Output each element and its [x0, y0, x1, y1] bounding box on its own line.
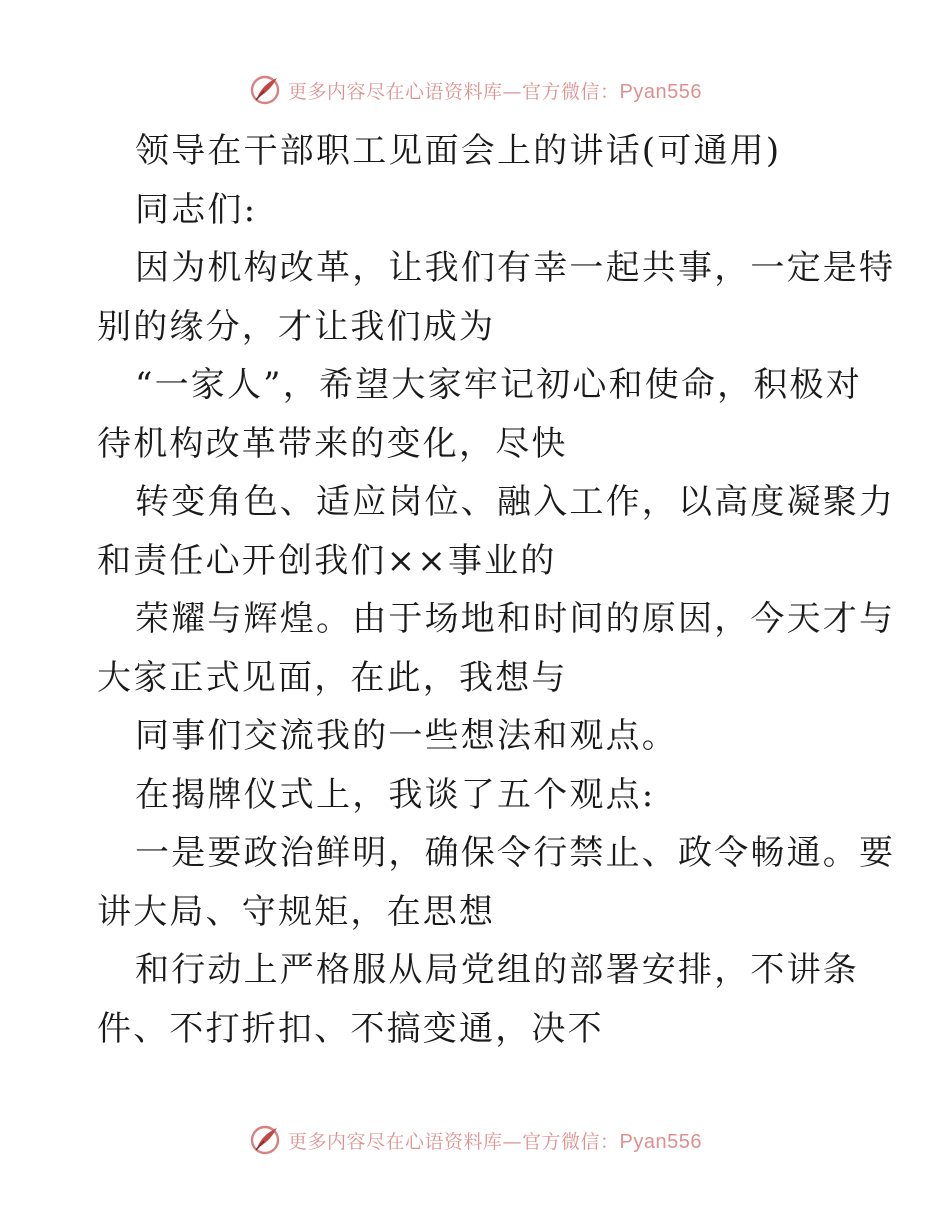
body-line: 待机构改革带来的变化，尽快 [97, 423, 568, 464]
body-line: 讲大局、守规矩，在思想 [97, 891, 496, 932]
watermark-text [288, 77, 702, 104]
body-line: “一家人”，希望大家牢记初心和使命，积极对 [135, 365, 862, 405]
body-line: 荣耀与辉煌。由于场地和时间的原因，今天才与 [135, 599, 896, 639]
feather-quill-logo-icon [248, 1123, 282, 1157]
body-line: 同事们交流我的一些想法和观点。 [135, 716, 678, 756]
body-line: 别的缘分，才让我们成为 [97, 306, 496, 347]
body-line: 同志们: [135, 189, 258, 230]
watermark-label: 更多内容尽在心语资料库—官方微信： [288, 1130, 620, 1153]
body-line: 和行动上严格服从局党组的部署安排，不讲条 [135, 950, 859, 990]
document-body [97, 122, 896, 1058]
body-line: 因为机构改革，让我们有幸一起共事，一定是特 [135, 248, 896, 288]
footer-watermark [0, 1122, 950, 1158]
body-line: 转变角色、适应岗位、融入工作，以高度凝聚力 [135, 482, 896, 522]
watermark-text [288, 1127, 702, 1154]
watermark-label: 更多内容尽在心语资料库—官方微信： [288, 80, 620, 103]
header-watermark [0, 72, 950, 108]
document-title: 领导在干部职工见面会上的讲话(可通用) [135, 131, 782, 171]
body-line: 件、不打折扣、不搞变通，决不 [97, 1008, 604, 1049]
feather-quill-logo-icon [248, 73, 282, 107]
body-line: 在揭牌仪式上，我谈了五个观点: [135, 774, 656, 815]
watermark-handle: Pyan556 [619, 80, 702, 103]
watermark-handle: Pyan556 [619, 1130, 702, 1153]
body-line: 一是要政治鲜明，确保令行禁止、政令畅通。要 [135, 833, 896, 873]
body-line: 和责任心开创我们××事业的 [97, 540, 557, 581]
body-line: 大家正式见面，在此，我想与 [97, 657, 568, 698]
